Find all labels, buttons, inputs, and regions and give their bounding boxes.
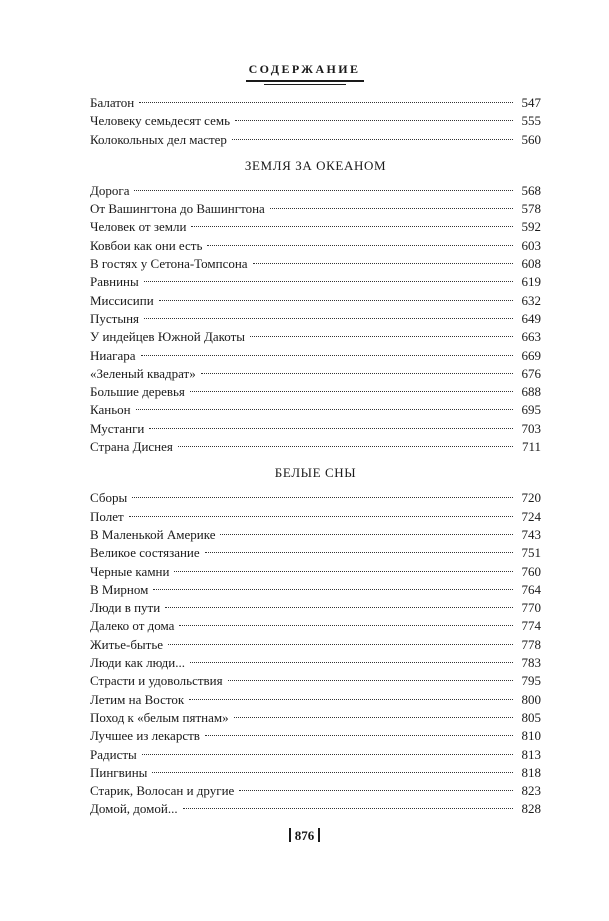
toc-entry <box>90 563 541 581</box>
toc-entry-page: 724 <box>521 508 541 524</box>
dot-leader <box>142 754 513 755</box>
dot-leader <box>144 281 513 282</box>
rule-thick <box>246 80 364 82</box>
toc-entry-title: Поход к «белым пятнам» <box>90 709 229 725</box>
dot-leader <box>189 699 513 700</box>
dot-leader <box>174 571 513 572</box>
toc-entry-title: Житье-бытье <box>90 636 164 652</box>
toc-entry <box>90 182 541 200</box>
section-title: БЕЛЫЕ СНЫ <box>274 465 357 481</box>
toc-entry-page: 800 <box>521 691 541 707</box>
dot-leader <box>183 808 513 809</box>
toc-entry-title: Пустыня <box>90 310 140 326</box>
toc-entry-title: В гостях у Сетона-Томпсона <box>90 256 248 272</box>
dot-leader <box>159 300 513 301</box>
toc-entry <box>90 383 541 401</box>
dot-leader <box>149 428 513 429</box>
toc-entry-page: 568 <box>521 182 541 198</box>
toc-entry-title: Полет <box>90 508 124 524</box>
dot-leader <box>144 318 513 319</box>
dot-leader <box>141 355 514 356</box>
toc-entry-page: 703 <box>521 420 541 436</box>
toc-entry-page: 547 <box>521 95 541 110</box>
toc-entry <box>90 544 541 562</box>
toc-entry <box>90 691 541 709</box>
toc-entry-title: Страсти и удовольствия <box>90 673 223 689</box>
toc-entry <box>90 526 541 544</box>
toc-entry <box>90 782 541 800</box>
toc-entry <box>90 420 541 438</box>
rule-thin <box>264 84 346 85</box>
toc-entry-page: 669 <box>521 347 541 363</box>
toc-entry <box>90 709 541 727</box>
folio-bracket-left <box>289 828 291 842</box>
folio-bracket-right <box>318 828 320 842</box>
toc-entry-title: У индейцев Южной Дакоты <box>90 329 246 345</box>
toc-entry-title: Человеку семьдесят семь <box>90 113 231 129</box>
dot-leader <box>207 245 513 246</box>
toc-entry-title: Равнины <box>90 274 139 290</box>
toc-entry-title: Пингвины <box>90 764 148 780</box>
toc-entry-page: 828 <box>521 801 541 817</box>
dot-leader <box>250 336 513 337</box>
toc-entry <box>90 727 541 745</box>
toc-entry-page: 632 <box>521 292 541 308</box>
page-number <box>0 828 609 844</box>
dot-leader <box>134 190 513 191</box>
toc-entry <box>90 599 541 617</box>
toc-entry-page: 823 <box>521 783 541 799</box>
toc-entry <box>90 438 541 456</box>
toc-entry-page: 649 <box>521 310 541 326</box>
toc-entry-page: 783 <box>521 655 541 671</box>
dot-leader <box>190 391 513 392</box>
toc-entry-page: 818 <box>521 764 541 780</box>
toc-entry <box>90 617 541 635</box>
toc-entry <box>90 347 541 365</box>
toc-entry-page: 770 <box>521 600 541 616</box>
folio-number: 876 <box>294 828 315 843</box>
toc-entry-page: 663 <box>521 329 541 345</box>
toc-entry-page: 619 <box>521 274 541 290</box>
toc-entry <box>90 328 541 346</box>
toc-entry-page: 676 <box>521 365 541 381</box>
toc-entry <box>90 764 541 782</box>
toc-entry-title: Ковбои как они есть <box>90 237 203 253</box>
toc-entry-title: Радисты <box>90 746 137 762</box>
dot-leader <box>228 680 513 681</box>
toc-entry <box>90 489 541 507</box>
toc-entry <box>90 654 541 672</box>
toc-entry-page: 592 <box>521 219 541 235</box>
toc-entry-title: Далеко от дома <box>90 618 175 634</box>
dot-leader <box>270 208 513 209</box>
toc-entry-title: Черные камни <box>90 563 170 579</box>
toc-entry-page: 695 <box>521 402 541 418</box>
toc-entry <box>90 746 541 764</box>
toc-entry-title: Летим на Восток <box>90 691 185 707</box>
toc-entry <box>90 273 541 291</box>
toc-entry-title: Домой, домой... <box>90 801 178 817</box>
toc-entry-page: 608 <box>521 256 541 272</box>
toc-entry-title: Лучшее из лекарств <box>90 728 200 744</box>
toc-entry <box>90 292 541 310</box>
toc-entry-title: Балатон <box>90 95 135 110</box>
dot-leader <box>153 589 513 590</box>
toc-entry-title: Мустанги <box>90 420 145 436</box>
toc-entry-page: 720 <box>521 490 541 506</box>
running-head: СОДЕРЖАНИЕ <box>248 62 361 76</box>
toc-entry-page: 795 <box>521 673 541 689</box>
toc-entry-page: 760 <box>521 563 541 579</box>
toc-entry <box>90 508 541 526</box>
toc-entry <box>90 94 541 112</box>
toc-entry <box>90 636 541 654</box>
dot-leader <box>132 497 513 498</box>
toc-entry-title: Колокольных дел мастер <box>90 131 227 147</box>
toc-entry-page: 743 <box>521 526 541 542</box>
toc-entry-title: В Маленькой Америке <box>90 526 216 542</box>
dot-leader <box>253 263 513 264</box>
dot-leader <box>178 446 513 447</box>
toc-entry-page: 555 <box>521 113 541 129</box>
toc-entry-page: 774 <box>521 618 541 634</box>
toc-entry-page: 805 <box>521 709 541 725</box>
dot-leader <box>152 772 513 773</box>
toc-entry-page: 764 <box>521 581 541 597</box>
toc-entry <box>90 581 541 599</box>
toc-entry <box>90 365 541 383</box>
section-title: ЗЕМЛЯ ЗА ОКЕАНОМ <box>244 157 387 173</box>
toc-entry-page: 813 <box>521 746 541 762</box>
toc-entry-title: Сборы <box>90 490 128 506</box>
dot-leader <box>205 552 513 553</box>
toc-entry <box>90 800 541 818</box>
toc-entry <box>90 218 541 236</box>
toc-entry <box>90 200 541 218</box>
dot-leader <box>179 625 513 626</box>
dot-leader <box>201 373 513 374</box>
running-head-rule <box>246 80 364 87</box>
toc-entry-page: 711 <box>521 439 541 455</box>
toc-entry-title: Человек от земли <box>90 219 187 235</box>
toc-entry-title: Люди в пути <box>90 600 161 616</box>
dot-leader <box>239 790 513 791</box>
toc-entry-title: Ниагара <box>90 347 136 363</box>
toc-entry <box>90 310 541 328</box>
toc-entry-page: 751 <box>521 545 541 561</box>
table-of-contents <box>90 94 541 819</box>
toc-entry-title: Старик, Волосан и другие <box>90 783 235 799</box>
toc-entry-title: От Вашингтона до Вашингтона <box>90 201 265 217</box>
toc-entry-title: Страна Диснея <box>90 439 173 455</box>
dot-leader <box>205 735 513 736</box>
dot-leader <box>191 226 513 227</box>
toc-entry-title: Каньон <box>90 402 131 418</box>
toc-entry <box>90 131 541 149</box>
dot-leader <box>139 102 513 103</box>
toc-entry <box>90 401 541 419</box>
dot-leader <box>190 662 513 663</box>
toc-entry-page: 778 <box>521 636 541 652</box>
dot-leader <box>234 717 513 718</box>
toc-entry-title: «Зеленый квадрат» <box>90 365 196 381</box>
toc-entry-title: Миссисипи <box>90 292 154 308</box>
toc-entry <box>90 672 541 690</box>
toc-entry <box>90 237 541 255</box>
toc-entry <box>90 255 541 273</box>
dot-leader <box>220 534 513 535</box>
toc-entry-title: Дорога <box>90 182 130 198</box>
dot-leader <box>165 607 513 608</box>
dot-leader <box>136 409 513 410</box>
toc-entry-title: Большие деревья <box>90 384 185 400</box>
toc-entry-title: Люди как люди... <box>90 655 186 671</box>
toc-entry-page: 578 <box>521 201 541 217</box>
toc-entry-page: 603 <box>521 237 541 253</box>
dot-leader <box>168 644 513 645</box>
toc-entry <box>90 112 541 130</box>
toc-entry-title: Великое состязание <box>90 545 200 561</box>
toc-entry-page: 810 <box>521 728 541 744</box>
toc-entry-title: В Мирном <box>90 581 149 597</box>
toc-entry-page: 560 <box>521 131 541 147</box>
dot-leader <box>232 139 513 140</box>
dot-leader <box>235 120 513 121</box>
dot-leader <box>129 516 513 517</box>
toc-entry-page: 688 <box>521 384 541 400</box>
